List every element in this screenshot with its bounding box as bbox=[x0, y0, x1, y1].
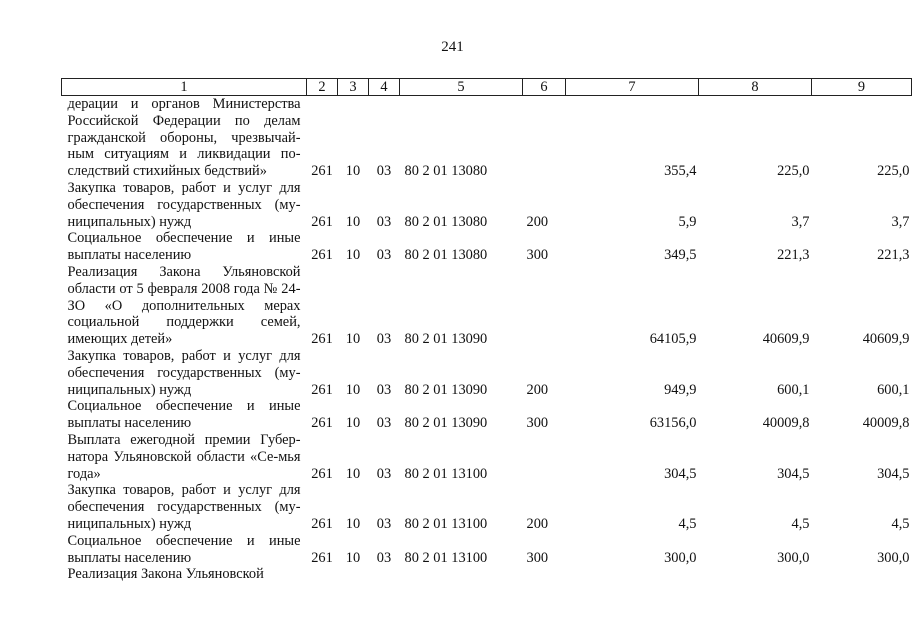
amount-col7-cell: 5,9 bbox=[678, 213, 697, 230]
amount-col7-cell: 63156,0 bbox=[649, 415, 697, 432]
column-header-8: 8 bbox=[699, 79, 812, 96]
amount-col7-cell: 349,5 bbox=[664, 247, 697, 264]
column-header-7: 7 bbox=[566, 79, 699, 96]
table-header bbox=[62, 79, 912, 96]
table-row bbox=[62, 180, 912, 230]
subsection-cell: 03 bbox=[376, 415, 392, 432]
section-cell: 10 bbox=[345, 331, 361, 348]
amount-col9-cell: 40609,9 bbox=[862, 331, 910, 348]
column-header-6: 6 bbox=[523, 79, 566, 96]
amount-col9-cell bbox=[812, 566, 912, 583]
row-name-cell: Закупка товаров, работ и услуг для обеспечения государственных (му-ниципальных) нужд bbox=[67, 179, 301, 230]
amount-col8-cell: 221,3 bbox=[777, 247, 810, 264]
admin-code-cell: 261 bbox=[311, 415, 333, 432]
amount-col8-cell: 40609,9 bbox=[762, 331, 810, 348]
table-row bbox=[62, 398, 912, 432]
table-row bbox=[62, 96, 912, 180]
amount-col9-cell: 221,3 bbox=[877, 247, 910, 264]
table-row bbox=[62, 348, 912, 398]
amount-col9-cell: 4,5 bbox=[891, 515, 910, 532]
target-article-cell: 80 2 01 13090 bbox=[404, 415, 488, 432]
section-cell: 10 bbox=[345, 549, 361, 566]
subsection-cell: 03 bbox=[376, 331, 392, 348]
column-header-1: 1 bbox=[62, 79, 307, 96]
subsection-cell: 03 bbox=[376, 549, 392, 566]
section-cell: 10 bbox=[345, 163, 361, 180]
section-cell: 10 bbox=[345, 465, 361, 482]
expense-type-cell: 200 bbox=[526, 515, 549, 532]
target-article-cell: 80 2 01 13080 bbox=[404, 163, 488, 180]
target-article-cell: 80 2 01 13080 bbox=[404, 247, 488, 264]
admin-code-cell: 261 bbox=[311, 465, 333, 482]
table-row bbox=[62, 264, 912, 348]
admin-code-cell: 261 bbox=[311, 247, 333, 264]
column-header-3: 3 bbox=[338, 79, 369, 96]
amount-col8-cell: 304,5 bbox=[777, 465, 810, 482]
expense-type-cell bbox=[523, 264, 566, 348]
amount-col9-cell: 3,7 bbox=[891, 213, 910, 230]
subsection-cell: 03 bbox=[376, 465, 392, 482]
amount-col7-cell bbox=[566, 566, 699, 583]
section-cell: 10 bbox=[345, 213, 361, 230]
admin-code-cell: 261 bbox=[311, 331, 333, 348]
row-name-cell: Социальное обеспечение и иные выплаты населению bbox=[67, 398, 301, 432]
table-row bbox=[62, 533, 912, 567]
table-row bbox=[62, 566, 912, 583]
budget-table bbox=[61, 78, 912, 583]
expense-type-cell: 200 bbox=[526, 213, 549, 230]
header-row bbox=[62, 79, 912, 96]
amount-col9-cell: 40009,8 bbox=[862, 415, 910, 432]
expense-type-cell bbox=[523, 96, 566, 180]
column-header-4: 4 bbox=[369, 79, 400, 96]
admin-code-cell: 261 bbox=[311, 549, 333, 566]
row-name-cell: Реализация Закона Ульяновской bbox=[67, 566, 264, 583]
expense-type-cell: 300 bbox=[526, 415, 549, 432]
admin-code-cell: 261 bbox=[311, 515, 333, 532]
subsection-cell: 03 bbox=[376, 381, 392, 398]
table-body bbox=[62, 96, 912, 584]
expense-type-cell: 200 bbox=[526, 381, 549, 398]
section-cell: 10 bbox=[345, 381, 361, 398]
target-article-cell: 80 2 01 13100 bbox=[404, 515, 488, 532]
column-header-2: 2 bbox=[307, 79, 338, 96]
column-header-5: 5 bbox=[400, 79, 523, 96]
subsection-cell: 03 bbox=[376, 213, 392, 230]
section-cell: 10 bbox=[345, 415, 361, 432]
amount-col8-cell: 300,0 bbox=[777, 549, 810, 566]
admin-code-cell bbox=[307, 566, 338, 583]
target-article-cell: 80 2 01 13080 bbox=[404, 213, 488, 230]
row-name-cell: Социальное обеспечение и иные выплаты населению bbox=[67, 230, 301, 264]
amount-col7-cell: 300,0 bbox=[664, 549, 697, 566]
subsection-cell: 03 bbox=[376, 515, 392, 532]
section-cell: 10 bbox=[345, 515, 361, 532]
target-article-cell: 80 2 01 13090 bbox=[404, 381, 488, 398]
expense-type-cell bbox=[523, 432, 566, 482]
amount-col8-cell: 225,0 bbox=[777, 163, 810, 180]
table-row bbox=[62, 482, 912, 532]
row-name-cell: Реализация Закона Ульяновской области от 5 февраля 2008 года № 24-ЗО «О дополнительных мерах социальной поддержки семей, имеющих детей» bbox=[67, 263, 301, 348]
table-row bbox=[62, 230, 912, 264]
expense-type-cell bbox=[523, 566, 566, 583]
amount-col9-cell: 304,5 bbox=[877, 465, 910, 482]
target-article-cell: 80 2 01 13100 bbox=[404, 549, 488, 566]
section-cell: 10 bbox=[345, 247, 361, 264]
amount-col9-cell: 600,1 bbox=[877, 381, 910, 398]
amount-col7-cell: 4,5 bbox=[678, 515, 697, 532]
row-name-cell: Закупка товаров, работ и услуг для обеспечения государственных (му-ниципальных) нужд bbox=[67, 347, 301, 398]
subsection-cell: 03 bbox=[376, 247, 392, 264]
target-article-cell: 80 2 01 13100 bbox=[404, 465, 488, 482]
expense-type-cell: 300 bbox=[526, 549, 549, 566]
row-name-cell: дерации и органов Министерства Российской Федерации по делам гражданской обороны, чрезвычай-ным ситуациям и ликвидации по-следствий стихийных бедствий» bbox=[67, 96, 301, 180]
admin-code-cell: 261 bbox=[311, 213, 333, 230]
row-name-cell: Выплата ежегодной премии Губер-натора Ульяновской области «Се-мья года» bbox=[67, 431, 301, 482]
amount-col7-cell: 949,9 bbox=[664, 381, 697, 398]
amount-col9-cell: 225,0 bbox=[877, 163, 910, 180]
amount-col7-cell: 355,4 bbox=[664, 163, 697, 180]
row-name-cell: Социальное обеспечение и иные выплаты населению bbox=[67, 532, 301, 566]
admin-code-cell: 261 bbox=[311, 163, 333, 180]
expense-type-cell: 300 bbox=[526, 247, 549, 264]
table-row bbox=[62, 432, 912, 482]
section-cell bbox=[338, 566, 369, 583]
subsection-cell: 03 bbox=[376, 163, 392, 180]
page-number: 241 bbox=[441, 39, 464, 55]
admin-code-cell: 261 bbox=[311, 381, 333, 398]
target-article-cell: 80 2 01 13090 bbox=[404, 331, 488, 348]
amount-col8-cell: 3,7 bbox=[791, 213, 810, 230]
amount-col7-cell: 64105,9 bbox=[649, 331, 697, 348]
amount-col8-cell bbox=[699, 566, 812, 583]
amount-col7-cell: 304,5 bbox=[664, 465, 697, 482]
target-article-cell bbox=[400, 566, 523, 583]
column-header-9: 9 bbox=[812, 79, 912, 96]
amount-col8-cell: 4,5 bbox=[791, 515, 810, 532]
amount-col8-cell: 600,1 bbox=[777, 381, 810, 398]
amount-col8-cell: 40009,8 bbox=[762, 415, 810, 432]
row-name-cell: Закупка товаров, работ и услуг для обеспечения государственных (му-ниципальных) нужд bbox=[67, 482, 301, 532]
subsection-cell bbox=[369, 566, 400, 583]
amount-col9-cell: 300,0 bbox=[877, 549, 910, 566]
